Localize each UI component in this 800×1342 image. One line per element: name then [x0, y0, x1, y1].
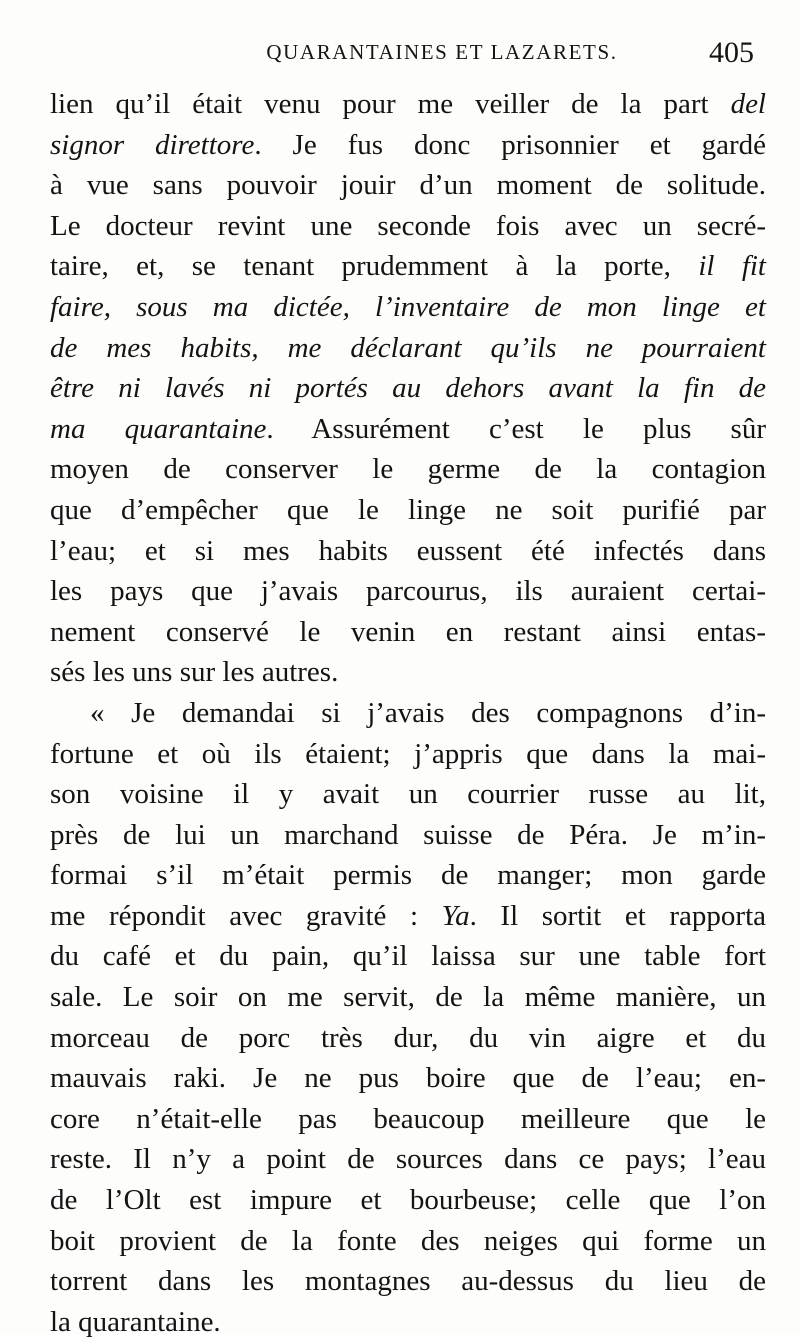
text-run: nement conservé le venin en restant ainsi entas- [50, 615, 766, 648]
text-line [50, 936, 766, 977]
text-run: me répondit avec gravité : [50, 899, 442, 932]
text-line [50, 165, 766, 206]
text-line [50, 246, 766, 287]
text-run: Le docteur revint une seconde fois avec un secré- [50, 209, 766, 242]
text-run: taire, et, se tenant prudemment à la porte, [50, 250, 699, 283]
text-run: sés les uns sur les autres. [50, 656, 339, 689]
running-head: QUARANTAINES ET LAZARETS. [266, 40, 618, 64]
italic-text: être ni lavés ni portés au dehors avant la fin de [50, 372, 766, 405]
text-run: core n’était-elle pas beaucoup meilleure que le [50, 1102, 766, 1135]
text-line [50, 1139, 766, 1180]
text-line [50, 531, 766, 572]
body-text [50, 84, 766, 1342]
text-run: la quarantaine. [50, 1305, 221, 1338]
text-run: son voisine il y avait un courrier russe au lit, [50, 778, 766, 811]
text-line [50, 84, 766, 125]
text-run: fortune et où ils étaient; j’appris que dans la mai- [50, 737, 766, 770]
italic-text: del [730, 88, 766, 120]
text-run: sale. Le soir on me servit, de la même manière, un [50, 981, 766, 1014]
page-number: 405 [709, 36, 754, 69]
text-run: « Je demandai si j’avais des compagnons d’in- [90, 696, 766, 729]
text-line [50, 977, 766, 1018]
text-run: près de lui un marchand suisse de Péra. Je m’in- [50, 818, 766, 851]
text-line [50, 693, 766, 734]
text-line [50, 328, 766, 369]
text-run: moyen de conserver le germe de la contagion [50, 453, 766, 486]
italic-text: signor direttore [50, 128, 255, 161]
text-run: boit provient de la fonte des neiges qui forme un [50, 1224, 766, 1257]
text-line [50, 1221, 766, 1262]
text-line [50, 652, 766, 693]
text-line [50, 1180, 766, 1221]
text-line [50, 368, 766, 409]
text-line [50, 571, 766, 612]
text-run: lien qu’il était venu pour me veiller de la part [50, 88, 731, 120]
italic-text: ma quarantaine [50, 412, 267, 445]
text-line [50, 612, 766, 653]
text-line [50, 449, 766, 490]
italic-text: faire, sous ma dictée, l’inventaire de mon linge et [50, 290, 766, 323]
text-run: du café et du pain, qu’il laissa sur une table fort [50, 940, 766, 973]
text-line [50, 409, 766, 450]
text-line [50, 287, 766, 328]
text-line [50, 1261, 766, 1302]
text-line [50, 774, 766, 815]
text-line [50, 815, 766, 856]
text-run: morceau de porc très dur, du vin aigre et du [50, 1021, 766, 1054]
text-run: à vue sans pouvoir jouir d’un moment de solitude. [50, 169, 766, 202]
text-line [50, 1099, 766, 1140]
italic-text: de mes habits, me déclarant qu’ils ne pourraient [50, 331, 766, 364]
page-header [40, 36, 764, 80]
text-run: torrent dans les montagnes au-dessus du lieu de [50, 1265, 766, 1298]
text-line [50, 896, 766, 937]
text-line [50, 1018, 766, 1059]
text-line [50, 125, 766, 166]
text-run: . Il sortit et rapporta [469, 899, 767, 932]
text-run: que d’empêcher que le linge ne soit purifié par [50, 493, 766, 526]
text-run: . Je fus donc prisonnier et gardé [254, 128, 766, 161]
text-line [50, 1058, 766, 1099]
text-run: l’eau; et si mes habits eussent été infectés dans [50, 534, 766, 567]
text-run: mauvais raki. Je ne pus boire que de l’eau; en- [50, 1062, 766, 1095]
text-line [50, 734, 766, 775]
text-line [50, 206, 766, 247]
text-run: les pays que j’avais parcourus, ils auraient certai- [50, 575, 766, 608]
italic-text: il fit [698, 250, 766, 283]
text-line [50, 855, 766, 896]
text-line [50, 490, 766, 531]
italic-text: Ya [441, 899, 470, 932]
text-line [50, 1302, 766, 1342]
text-run: . Assurément c’est le plus sûr [266, 412, 766, 445]
text-run: de l’Olt est impure et bourbeuse; celle que l’on [50, 1184, 766, 1217]
text-run: formai s’il m’était permis de manger; mon garde [50, 859, 766, 892]
text-run: reste. Il n’y a point de sources dans ce pays; l’eau [50, 1143, 766, 1176]
